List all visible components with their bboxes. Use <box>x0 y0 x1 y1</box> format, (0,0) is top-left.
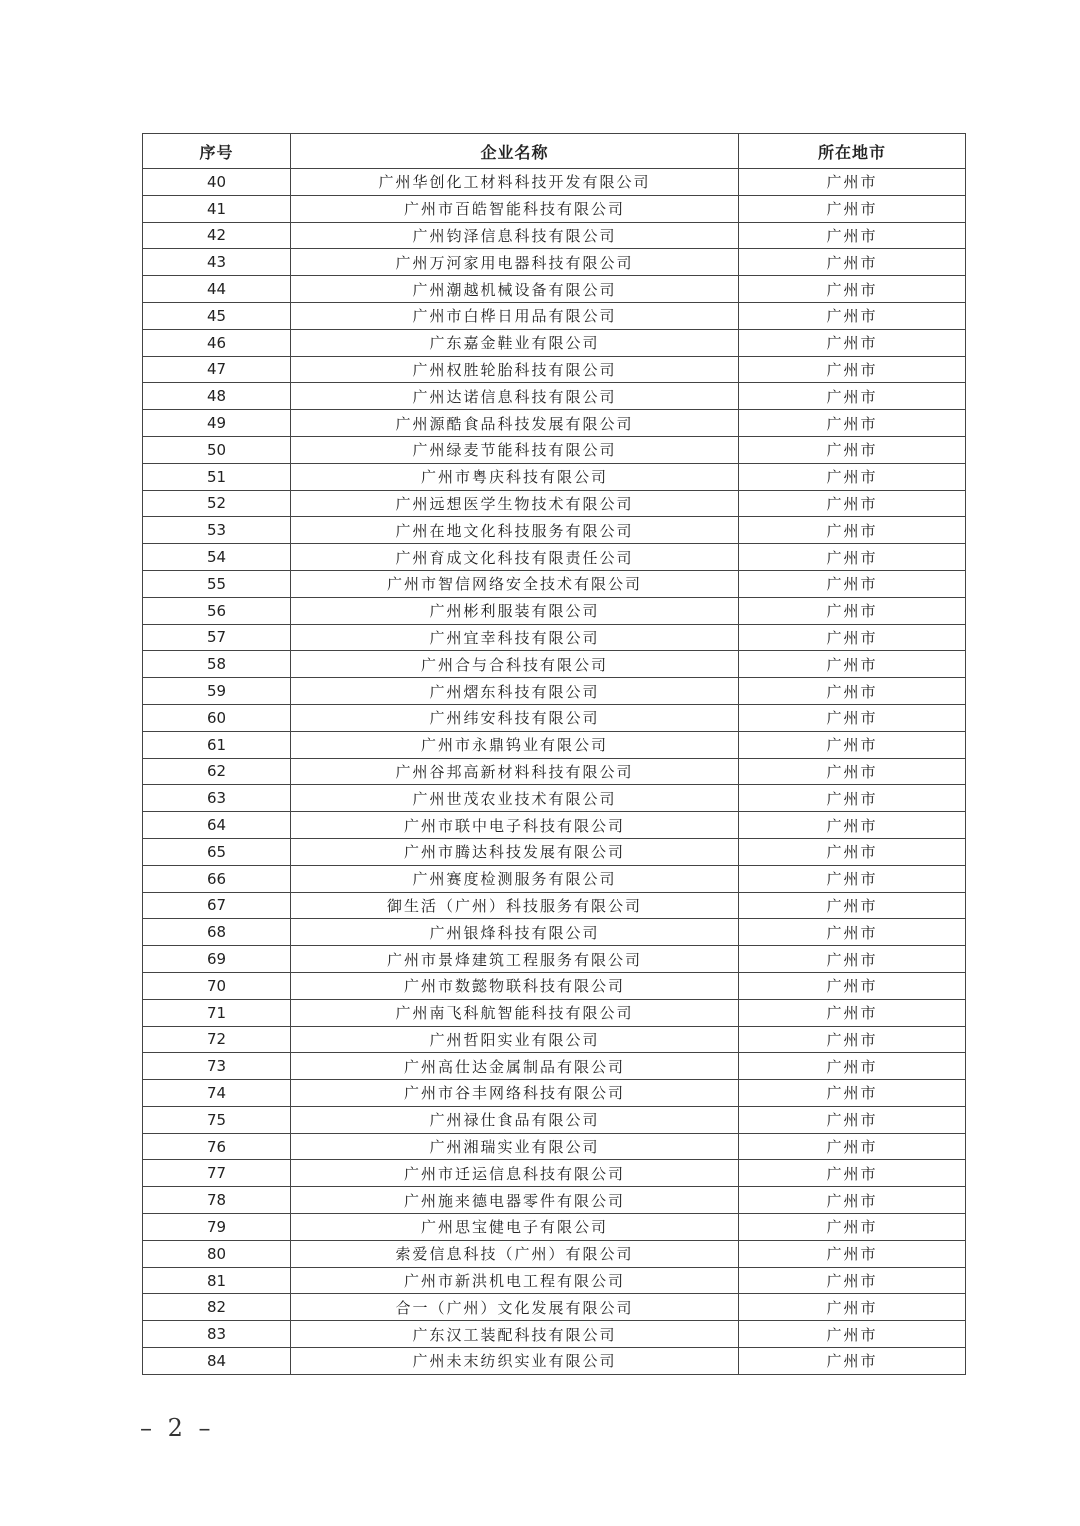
row-city: 广州市 <box>739 1053 966 1080</box>
row-company-name: 广州市智信网络安全技术有限公司 <box>291 570 739 597</box>
row-company-name: 广州合与合科技有限公司 <box>291 651 739 678</box>
row-city: 广州市 <box>739 276 966 303</box>
row-city: 广州市 <box>739 1080 966 1107</box>
row-company-name: 广州源酷食品科技发展有限公司 <box>291 410 739 437</box>
row-city: 广州市 <box>739 1106 966 1133</box>
header-city: 所在地市 <box>739 134 966 169</box>
row-serial-number: 81 <box>143 1267 291 1294</box>
table-row <box>143 1187 966 1214</box>
table-row <box>143 999 966 1026</box>
row-company-name: 广州市白桦日用品有限公司 <box>291 302 739 329</box>
row-city: 广州市 <box>739 838 966 865</box>
row-company-name: 广州南飞科航智能科技有限公司 <box>291 999 739 1026</box>
table-row <box>143 329 966 356</box>
row-company-name: 广州彬利服装有限公司 <box>291 597 739 624</box>
row-serial-number: 48 <box>143 383 291 410</box>
table-row <box>143 1240 966 1267</box>
row-serial-number: 56 <box>143 597 291 624</box>
row-serial-number: 60 <box>143 704 291 731</box>
row-company-name: 广州在地文化科技服务有限公司 <box>291 517 739 544</box>
row-serial-number: 80 <box>143 1240 291 1267</box>
table-row <box>143 169 966 196</box>
table-row <box>143 570 966 597</box>
row-city: 广州市 <box>739 758 966 785</box>
row-serial-number: 83 <box>143 1321 291 1348</box>
table-row <box>143 463 966 490</box>
row-serial-number: 47 <box>143 356 291 383</box>
table-row <box>143 1321 966 1348</box>
table-row <box>143 1294 966 1321</box>
row-serial-number: 82 <box>143 1294 291 1321</box>
row-serial-number: 41 <box>143 195 291 222</box>
table-row <box>143 704 966 731</box>
row-company-name: 广州市百皓智能科技有限公司 <box>291 195 739 222</box>
row-serial-number: 84 <box>143 1348 291 1375</box>
row-company-name: 广州高仕达金属制品有限公司 <box>291 1053 739 1080</box>
row-serial-number: 46 <box>143 329 291 356</box>
table-row <box>143 249 966 276</box>
row-company-name: 广州纬安科技有限公司 <box>291 704 739 731</box>
row-city: 广州市 <box>739 1348 966 1375</box>
row-company-name: 广州银烽科技有限公司 <box>291 919 739 946</box>
row-city: 广州市 <box>739 892 966 919</box>
table-row <box>143 1267 966 1294</box>
row-serial-number: 72 <box>143 1026 291 1053</box>
row-city: 广州市 <box>739 249 966 276</box>
row-city: 广州市 <box>739 597 966 624</box>
row-city: 广州市 <box>739 1160 966 1187</box>
row-serial-number: 51 <box>143 463 291 490</box>
table-row <box>143 517 966 544</box>
row-serial-number: 78 <box>143 1187 291 1214</box>
row-serial-number: 43 <box>143 249 291 276</box>
row-city: 广州市 <box>739 1214 966 1241</box>
table-row <box>143 222 966 249</box>
row-city: 广州市 <box>739 624 966 651</box>
row-serial-number: 75 <box>143 1106 291 1133</box>
row-company-name: 广州远想医学生物技术有限公司 <box>291 490 739 517</box>
table-row <box>143 731 966 758</box>
table-row <box>143 651 966 678</box>
row-serial-number: 52 <box>143 490 291 517</box>
row-city: 广州市 <box>739 383 966 410</box>
table-row <box>143 678 966 705</box>
row-company-name: 广州熠东科技有限公司 <box>291 678 739 705</box>
row-serial-number: 49 <box>143 410 291 437</box>
row-company-name: 广州权胜轮胎科技有限公司 <box>291 356 739 383</box>
row-serial-number: 68 <box>143 919 291 946</box>
row-city: 广州市 <box>739 329 966 356</box>
row-serial-number: 66 <box>143 865 291 892</box>
row-serial-number: 45 <box>143 302 291 329</box>
row-city: 广州市 <box>739 812 966 839</box>
row-company-name: 广州育成文化科技有限责任公司 <box>291 544 739 571</box>
table-row <box>143 1106 966 1133</box>
row-city: 广州市 <box>739 570 966 597</box>
table-row <box>143 1214 966 1241</box>
row-city: 广州市 <box>739 999 966 1026</box>
row-city: 广州市 <box>739 517 966 544</box>
row-serial-number: 69 <box>143 946 291 973</box>
row-city: 广州市 <box>739 169 966 196</box>
row-city: 广州市 <box>739 410 966 437</box>
row-company-name: 广东汉工装配科技有限公司 <box>291 1321 739 1348</box>
page-number: – 2 – <box>140 1414 215 1442</box>
row-city: 广州市 <box>739 972 966 999</box>
row-city: 广州市 <box>739 704 966 731</box>
table-row <box>143 1160 966 1187</box>
table-row <box>143 276 966 303</box>
table-row <box>143 758 966 785</box>
table-row <box>143 1053 966 1080</box>
row-company-name: 御生活（广州）科技服务有限公司 <box>291 892 739 919</box>
row-city: 广州市 <box>739 1240 966 1267</box>
table-row <box>143 1080 966 1107</box>
row-serial-number: 53 <box>143 517 291 544</box>
row-company-name: 广州绿麦节能科技有限公司 <box>291 436 739 463</box>
row-serial-number: 76 <box>143 1133 291 1160</box>
row-city: 广州市 <box>739 865 966 892</box>
row-serial-number: 54 <box>143 544 291 571</box>
table-row <box>143 356 966 383</box>
row-company-name: 合一（广州）文化发展有限公司 <box>291 1294 739 1321</box>
row-city: 广州市 <box>739 1294 966 1321</box>
row-company-name: 广州赛度检测服务有限公司 <box>291 865 739 892</box>
row-company-name: 广州未末纺织实业有限公司 <box>291 1348 739 1375</box>
row-serial-number: 59 <box>143 678 291 705</box>
row-company-name: 广州禄仕食品有限公司 <box>291 1106 739 1133</box>
table-row <box>143 812 966 839</box>
row-company-name: 广州思宝健电子有限公司 <box>291 1214 739 1241</box>
row-city: 广州市 <box>739 919 966 946</box>
table-row <box>143 865 966 892</box>
row-company-name: 广州宜幸科技有限公司 <box>291 624 739 651</box>
table-row <box>143 919 966 946</box>
table-header-row <box>143 134 966 169</box>
table-row <box>143 624 966 651</box>
row-city: 广州市 <box>739 785 966 812</box>
table-body <box>143 169 966 1375</box>
table-row <box>143 302 966 329</box>
row-city: 广州市 <box>739 678 966 705</box>
row-serial-number: 44 <box>143 276 291 303</box>
row-company-name: 广州施来德电器零件有限公司 <box>291 1187 739 1214</box>
row-serial-number: 57 <box>143 624 291 651</box>
header-serial-number: 序号 <box>143 134 291 169</box>
table-row <box>143 544 966 571</box>
row-city: 广州市 <box>739 946 966 973</box>
row-city: 广州市 <box>739 1187 966 1214</box>
row-city: 广州市 <box>739 490 966 517</box>
row-city: 广州市 <box>739 302 966 329</box>
table-row <box>143 1026 966 1053</box>
row-company-name: 广州市新洪机电工程有限公司 <box>291 1267 739 1294</box>
row-company-name: 广州湘瑞实业有限公司 <box>291 1133 739 1160</box>
row-serial-number: 74 <box>143 1080 291 1107</box>
table-row <box>143 972 966 999</box>
row-company-name: 广东嘉金鞋业有限公司 <box>291 329 739 356</box>
row-company-name: 广州万河家用电器科技有限公司 <box>291 249 739 276</box>
header-company-name: 企业名称 <box>291 134 739 169</box>
row-city: 广州市 <box>739 1133 966 1160</box>
row-serial-number: 70 <box>143 972 291 999</box>
company-list-table <box>142 133 966 1375</box>
row-company-name: 广州市永鼎钨业有限公司 <box>291 731 739 758</box>
table-row <box>143 597 966 624</box>
row-city: 广州市 <box>739 1026 966 1053</box>
row-serial-number: 40 <box>143 169 291 196</box>
row-serial-number: 71 <box>143 999 291 1026</box>
row-serial-number: 73 <box>143 1053 291 1080</box>
row-serial-number: 61 <box>143 731 291 758</box>
table-row <box>143 946 966 973</box>
table-row <box>143 892 966 919</box>
row-city: 广州市 <box>739 1267 966 1294</box>
row-company-name: 广州市迁运信息科技有限公司 <box>291 1160 739 1187</box>
row-company-name: 广州市联中电子科技有限公司 <box>291 812 739 839</box>
row-city: 广州市 <box>739 195 966 222</box>
row-city: 广州市 <box>739 1321 966 1348</box>
row-company-name: 广州华创化工材料科技开发有限公司 <box>291 169 739 196</box>
table-row <box>143 785 966 812</box>
row-company-name: 广州哲阳实业有限公司 <box>291 1026 739 1053</box>
row-serial-number: 67 <box>143 892 291 919</box>
row-serial-number: 79 <box>143 1214 291 1241</box>
row-company-name: 广州市数懿物联科技有限公司 <box>291 972 739 999</box>
table-row <box>143 436 966 463</box>
row-company-name: 广州市谷丰网络科技有限公司 <box>291 1080 739 1107</box>
row-serial-number: 63 <box>143 785 291 812</box>
row-serial-number: 77 <box>143 1160 291 1187</box>
row-city: 广州市 <box>739 651 966 678</box>
row-company-name: 广州世茂农业技术有限公司 <box>291 785 739 812</box>
table-row <box>143 838 966 865</box>
row-company-name: 索爱信息科技（广州）有限公司 <box>291 1240 739 1267</box>
row-city: 广州市 <box>739 356 966 383</box>
row-serial-number: 64 <box>143 812 291 839</box>
table-row <box>143 1348 966 1375</box>
row-city: 广州市 <box>739 544 966 571</box>
row-city: 广州市 <box>739 463 966 490</box>
row-city: 广州市 <box>739 222 966 249</box>
row-company-name: 广州谷邦高新材料科技有限公司 <box>291 758 739 785</box>
table-row <box>143 490 966 517</box>
row-company-name: 广州潮越机械设备有限公司 <box>291 276 739 303</box>
row-serial-number: 65 <box>143 838 291 865</box>
row-serial-number: 62 <box>143 758 291 785</box>
row-city: 广州市 <box>739 436 966 463</box>
row-serial-number: 55 <box>143 570 291 597</box>
table-row <box>143 410 966 437</box>
table-row <box>143 1133 966 1160</box>
table-row <box>143 195 966 222</box>
row-company-name: 广州钧泽信息科技有限公司 <box>291 222 739 249</box>
row-serial-number: 50 <box>143 436 291 463</box>
row-serial-number: 42 <box>143 222 291 249</box>
row-company-name: 广州市粤庆科技有限公司 <box>291 463 739 490</box>
row-serial-number: 58 <box>143 651 291 678</box>
row-city: 广州市 <box>739 731 966 758</box>
table-row <box>143 383 966 410</box>
row-company-name: 广州市腾达科技发展有限公司 <box>291 838 739 865</box>
row-company-name: 广州达诺信息科技有限公司 <box>291 383 739 410</box>
row-company-name: 广州市景烽建筑工程服务有限公司 <box>291 946 739 973</box>
